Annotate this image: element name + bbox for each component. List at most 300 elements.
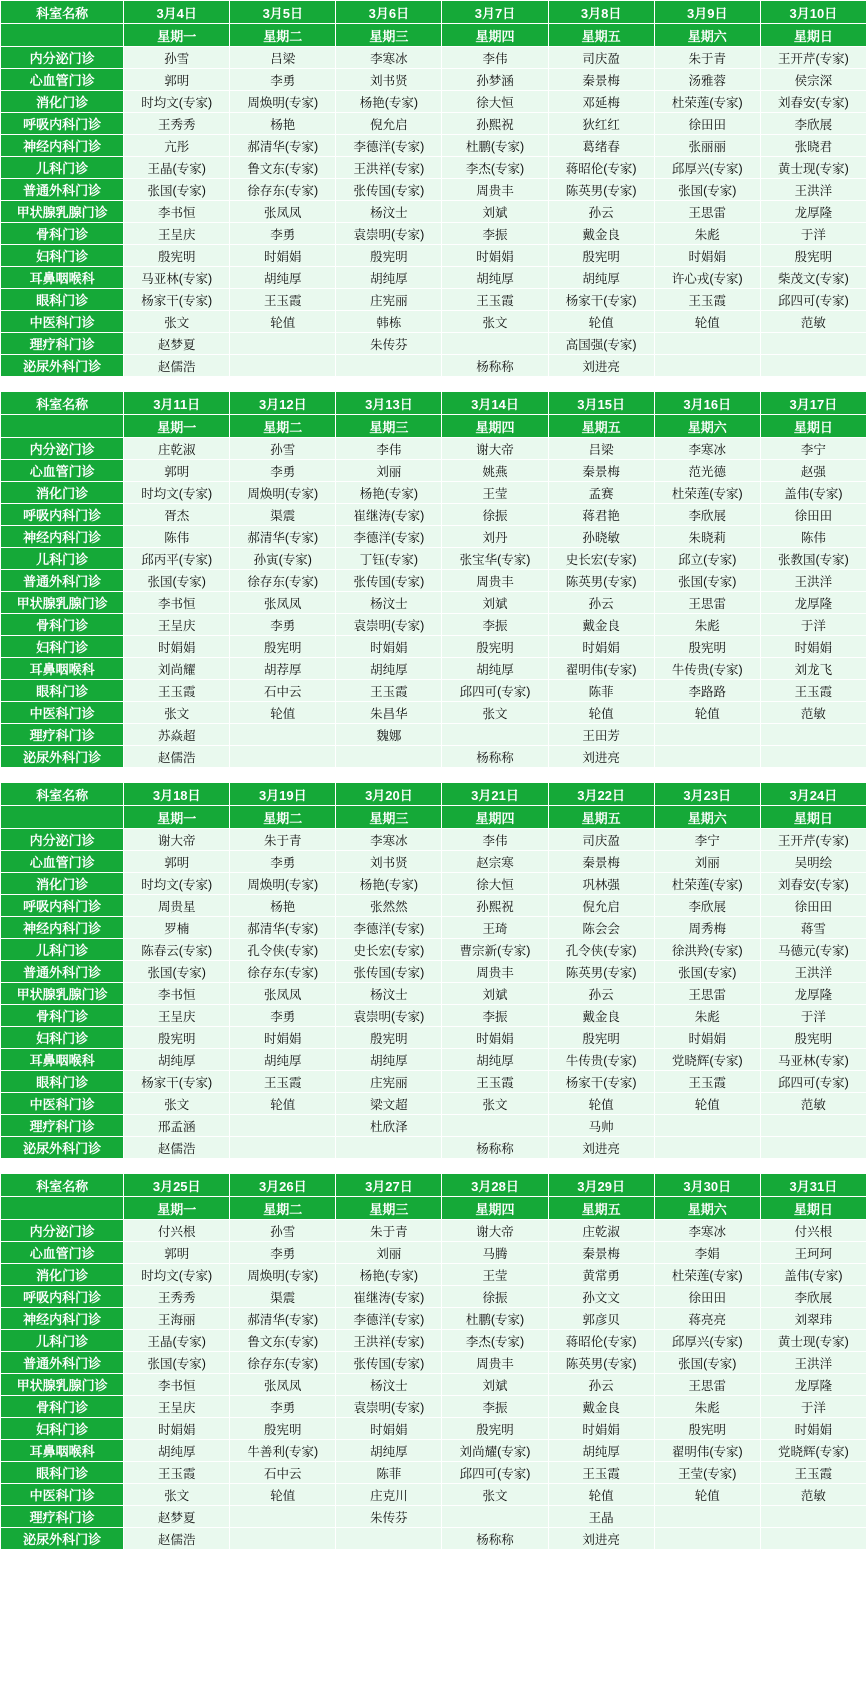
doctor-cell: 张文	[442, 1484, 548, 1506]
doctor-cell: 王玉霞	[654, 289, 760, 311]
doctor-cell: 孙雪	[230, 1220, 336, 1242]
doctor-cell: 轮值	[548, 1093, 654, 1115]
doctor-cell: 李德洋(专家)	[336, 917, 442, 939]
table-row	[1, 614, 867, 636]
doctor-cell: 杨汶士	[336, 1374, 442, 1396]
doctor-cell-empty	[760, 1528, 866, 1550]
doctor-cell: 党晓辉(专家)	[654, 1049, 760, 1071]
table-row	[1, 1049, 867, 1071]
doctor-cell: 王晶	[548, 1506, 654, 1528]
doctor-cell: 周贵星	[124, 895, 230, 917]
doctor-cell: 张国(专家)	[654, 1352, 760, 1374]
table-row	[1, 1396, 867, 1418]
doctor-cell: 徐存东(专家)	[230, 570, 336, 592]
doctor-cell-empty	[654, 1137, 760, 1159]
doctor-cell: 李宁	[654, 829, 760, 851]
doctor-cell: 邱四可(专家)	[760, 289, 866, 311]
doctor-cell: 时娟娟	[548, 1418, 654, 1440]
doctor-cell: 时娟娟	[230, 245, 336, 267]
date-header: 3月14日	[442, 392, 548, 415]
department-name: 耳鼻咽喉科	[1, 1049, 124, 1071]
doctor-cell: 司庆盈	[548, 829, 654, 851]
doctor-cell: 张晓君	[760, 135, 866, 157]
doctor-cell: 范敏	[760, 702, 866, 724]
doctor-cell-empty	[760, 1115, 866, 1137]
date-header: 3月15日	[548, 392, 654, 415]
doctor-cell: 徐田田	[654, 1286, 760, 1308]
table-row	[1, 438, 867, 460]
doctor-cell: 时娟娟	[654, 245, 760, 267]
doctor-cell: 崔继涛(专家)	[336, 1286, 442, 1308]
weekday-header: 星期日	[760, 806, 866, 829]
doctor-cell: 李伟	[442, 829, 548, 851]
doctor-cell: 朱于青	[654, 47, 760, 69]
doctor-cell: 刘进亮	[548, 1137, 654, 1159]
doctor-cell-empty	[230, 333, 336, 355]
doctor-cell: 史长宏(专家)	[548, 548, 654, 570]
doctor-cell: 张丽丽	[654, 135, 760, 157]
doctor-cell: 胡纯厚	[336, 267, 442, 289]
doctor-cell: 杨家干(专家)	[548, 289, 654, 311]
doctor-cell: 柴茂文(专家)	[760, 267, 866, 289]
doctor-cell-empty	[654, 1528, 760, 1550]
table-row	[1, 570, 867, 592]
schedule-table	[0, 391, 867, 768]
doctor-cell: 轮值	[654, 1484, 760, 1506]
doctor-cell: 袁崇明(专家)	[336, 1396, 442, 1418]
weekday-header: 星期二	[230, 1197, 336, 1220]
table-row	[1, 702, 867, 724]
doctor-cell: 秦景梅	[548, 69, 654, 91]
doctor-cell: 龙厚隆	[760, 1374, 866, 1396]
doctor-cell: 轮值	[230, 702, 336, 724]
doctor-cell: 渠震	[230, 1286, 336, 1308]
doctor-cell: 胡纯厚	[336, 1440, 442, 1462]
doctor-cell: 孙云	[548, 592, 654, 614]
doctor-cell: 郝清华(专家)	[230, 917, 336, 939]
doctor-cell: 郭明	[124, 460, 230, 482]
doctor-cell: 时娟娟	[336, 636, 442, 658]
doctor-cell: 孙文文	[548, 1286, 654, 1308]
table-row	[1, 91, 867, 113]
department-name: 眼科门诊	[1, 680, 124, 702]
doctor-cell: 李伟	[336, 438, 442, 460]
doctor-cell: 李寒冰	[336, 47, 442, 69]
doctor-cell: 王晶(专家)	[124, 1330, 230, 1352]
doctor-cell: 渠震	[230, 504, 336, 526]
header-row-dates	[1, 392, 867, 415]
date-header: 3月19日	[230, 783, 336, 806]
header-row-dates	[1, 1174, 867, 1197]
table-row	[1, 636, 867, 658]
department-name: 中医科门诊	[1, 1093, 124, 1115]
doctor-cell: 张传国(专家)	[336, 570, 442, 592]
doctor-cell: 孙雪	[124, 47, 230, 69]
table-row	[1, 1506, 867, 1528]
doctor-cell: 侯宗深	[760, 69, 866, 91]
doctor-cell-empty	[760, 1137, 866, 1159]
doctor-cell: 马亚林(专家)	[760, 1049, 866, 1071]
weekday-header: 星期三	[336, 415, 442, 438]
table-row	[1, 289, 867, 311]
doctor-cell-empty	[336, 355, 442, 377]
table-row	[1, 1093, 867, 1115]
doctor-cell: 杨汶士	[336, 983, 442, 1005]
doctor-cell: 时娟娟	[336, 1418, 442, 1440]
doctor-cell: 时娟娟	[124, 636, 230, 658]
doctor-cell: 轮值	[654, 1093, 760, 1115]
department-name: 呼吸内科门诊	[1, 895, 124, 917]
doctor-cell: 王开芹(专家)	[760, 829, 866, 851]
doctor-cell: 殷宪明	[760, 1027, 866, 1049]
doctor-cell: 黄常勇	[548, 1264, 654, 1286]
table-row	[1, 504, 867, 526]
department-name: 消化门诊	[1, 1264, 124, 1286]
schedule-table	[0, 782, 867, 1159]
doctor-cell: 范敏	[760, 1484, 866, 1506]
doctor-cell: 苏焱超	[124, 724, 230, 746]
department-name: 理疗科门诊	[1, 333, 124, 355]
department-name: 眼科门诊	[1, 1071, 124, 1093]
doctor-cell: 张凤凤	[230, 201, 336, 223]
doctor-cell: 李书恒	[124, 201, 230, 223]
doctor-cell: 王开芹(专家)	[760, 47, 866, 69]
doctor-cell: 朱晓莉	[654, 526, 760, 548]
doctor-cell: 孙熙祝	[442, 113, 548, 135]
doctor-cell: 杨称称	[442, 1528, 548, 1550]
department-name: 内分泌门诊	[1, 438, 124, 460]
doctor-cell: 赵儒浩	[124, 1137, 230, 1159]
doctor-cell-empty	[654, 724, 760, 746]
doctor-cell: 殷宪明	[760, 245, 866, 267]
doctor-cell: 牛善利(专家)	[230, 1440, 336, 1462]
doctor-cell-empty	[760, 724, 866, 746]
doctor-cell: 鲁文东(专家)	[230, 157, 336, 179]
doctor-cell: 王玉霞	[442, 1071, 548, 1093]
doctor-cell-empty	[230, 1506, 336, 1528]
week-block	[0, 1173, 867, 1550]
doctor-cell: 韩栋	[336, 311, 442, 333]
table-row	[1, 1440, 867, 1462]
doctor-cell: 范光德	[654, 460, 760, 482]
doctor-cell: 徐大恒	[442, 91, 548, 113]
doctor-cell: 于洋	[760, 1005, 866, 1027]
doctor-cell: 于洋	[760, 614, 866, 636]
weekday-header: 星期二	[230, 806, 336, 829]
department-name: 普通外科门诊	[1, 1352, 124, 1374]
weekday-header: 星期五	[548, 24, 654, 47]
doctor-cell: 秦景梅	[548, 851, 654, 873]
doctor-cell: 李勇	[230, 1242, 336, 1264]
doctor-cell: 张传国(专家)	[336, 961, 442, 983]
table-row	[1, 548, 867, 570]
weekday-header: 星期三	[336, 24, 442, 47]
doctor-cell: 时均文(专家)	[124, 873, 230, 895]
doctor-cell: 殷宪明	[230, 1418, 336, 1440]
doctor-cell: 刘龙飞	[760, 658, 866, 680]
doctor-cell: 杜荣莲(专家)	[654, 482, 760, 504]
doctor-cell: 徐大恒	[442, 873, 548, 895]
doctor-cell: 周焕明(专家)	[230, 91, 336, 113]
doctor-cell: 时均文(专家)	[124, 91, 230, 113]
date-header: 3月7日	[442, 1, 548, 24]
doctor-cell: 李德洋(专家)	[336, 1308, 442, 1330]
department-name: 泌尿外科门诊	[1, 1528, 124, 1550]
department-name: 眼科门诊	[1, 1462, 124, 1484]
doctor-cell: 轮值	[548, 311, 654, 333]
doctor-cell: 邱四可(专家)	[442, 1462, 548, 1484]
doctor-cell: 孙晓敏	[548, 526, 654, 548]
doctor-cell: 李勇	[230, 69, 336, 91]
department-name: 神经内科门诊	[1, 135, 124, 157]
doctor-cell: 徐存东(专家)	[230, 961, 336, 983]
doctor-cell: 龙厚隆	[760, 201, 866, 223]
date-header: 3月11日	[124, 392, 230, 415]
doctor-cell: 李德洋(专家)	[336, 526, 442, 548]
doctor-cell: 牛传贵(专家)	[654, 658, 760, 680]
doctor-cell: 王玉霞	[124, 680, 230, 702]
doctor-cell: 殷宪明	[654, 1418, 760, 1440]
doctor-cell-empty	[336, 1528, 442, 1550]
department-name: 心血管门诊	[1, 851, 124, 873]
doctor-cell: 徐存东(专家)	[230, 1352, 336, 1374]
doctor-cell: 石中云	[230, 1462, 336, 1484]
schedule-table	[0, 1173, 867, 1550]
doctor-cell: 马德元(专家)	[760, 939, 866, 961]
department-name: 内分泌门诊	[1, 829, 124, 851]
doctor-cell: 李寒冰	[336, 829, 442, 851]
doctor-cell: 刘进亮	[548, 355, 654, 377]
weekday-header: 星期五	[548, 1197, 654, 1220]
dept-column-header-spacer	[1, 24, 124, 47]
doctor-cell: 王琦	[442, 917, 548, 939]
doctor-cell: 王珂珂	[760, 1242, 866, 1264]
doctor-cell: 倪允启	[548, 895, 654, 917]
doctor-cell: 张然然	[336, 895, 442, 917]
doctor-cell: 李振	[442, 614, 548, 636]
doctor-cell: 郝清华(专家)	[230, 135, 336, 157]
doctor-cell: 周贵丰	[442, 570, 548, 592]
doctor-cell: 殷宪明	[548, 1027, 654, 1049]
doctor-cell: 孙云	[548, 1374, 654, 1396]
doctor-cell: 李寒冰	[654, 1220, 760, 1242]
doctor-cell: 杜荣莲(专家)	[654, 873, 760, 895]
doctor-cell: 秦景梅	[548, 460, 654, 482]
doctor-cell: 孙云	[548, 983, 654, 1005]
doctor-cell: 蒋雪	[760, 917, 866, 939]
department-name: 普通外科门诊	[1, 570, 124, 592]
department-name: 中医科门诊	[1, 702, 124, 724]
department-name: 普通外科门诊	[1, 961, 124, 983]
doctor-cell: 龙厚隆	[760, 592, 866, 614]
doctor-cell: 史长宏(专家)	[336, 939, 442, 961]
doctor-cell: 胥杰	[124, 504, 230, 526]
doctor-cell: 时娟娟	[124, 1418, 230, 1440]
doctor-cell: 付兴根	[760, 1220, 866, 1242]
doctor-cell-empty	[760, 1506, 866, 1528]
doctor-cell: 王莹	[442, 482, 548, 504]
doctor-cell-empty	[654, 333, 760, 355]
doctor-cell: 孙梦涵	[442, 69, 548, 91]
doctor-cell: 王呈庆	[124, 1396, 230, 1418]
department-name: 中医科门诊	[1, 1484, 124, 1506]
doctor-cell: 杜鹏(专家)	[442, 135, 548, 157]
header-row-weekdays	[1, 24, 867, 47]
doctor-cell-empty	[230, 724, 336, 746]
doctor-cell: 王玉霞	[442, 289, 548, 311]
doctor-cell: 张国(专家)	[124, 961, 230, 983]
doctor-cell: 赵梦夏	[124, 333, 230, 355]
weekday-header: 星期一	[124, 24, 230, 47]
department-name: 内分泌门诊	[1, 1220, 124, 1242]
doctor-cell: 殷宪明	[654, 636, 760, 658]
department-name: 心血管门诊	[1, 1242, 124, 1264]
doctor-cell: 轮值	[654, 702, 760, 724]
doctor-cell: 张凤凤	[230, 1374, 336, 1396]
doctor-cell: 赵儒浩	[124, 355, 230, 377]
date-header: 3月26日	[230, 1174, 336, 1197]
doctor-cell-empty	[336, 746, 442, 768]
doctor-cell: 蒋昭伦(专家)	[548, 1330, 654, 1352]
doctor-cell-empty	[442, 1115, 548, 1137]
doctor-cell: 郝清华(专家)	[230, 526, 336, 548]
doctor-cell: 杨艳(专家)	[336, 873, 442, 895]
department-name: 眼科门诊	[1, 289, 124, 311]
table-row	[1, 135, 867, 157]
date-header: 3月25日	[124, 1174, 230, 1197]
doctor-cell: 杨家干(专家)	[548, 1071, 654, 1093]
table-row	[1, 311, 867, 333]
doctor-cell: 李振	[442, 223, 548, 245]
doctor-cell: 吕梁	[548, 438, 654, 460]
doctor-cell: 蒋君艳	[548, 504, 654, 526]
department-name: 神经内科门诊	[1, 1308, 124, 1330]
doctor-cell: 张传国(专家)	[336, 179, 442, 201]
doctor-cell: 徐田田	[760, 504, 866, 526]
doctor-cell: 牛传贵(专家)	[548, 1049, 654, 1071]
table-row	[1, 851, 867, 873]
doctor-cell: 张国(专家)	[654, 570, 760, 592]
doctor-cell: 盖伟(专家)	[760, 482, 866, 504]
department-name: 泌尿外科门诊	[1, 746, 124, 768]
doctor-cell: 胡纯厚	[548, 1440, 654, 1462]
doctor-cell: 轮值	[230, 1484, 336, 1506]
department-name: 心血管门诊	[1, 69, 124, 91]
doctor-cell: 时均文(专家)	[124, 1264, 230, 1286]
doctor-cell: 轮值	[230, 311, 336, 333]
doctor-cell: 周贵丰	[442, 179, 548, 201]
doctor-cell: 刘春安(专家)	[760, 91, 866, 113]
table-row	[1, 939, 867, 961]
doctor-cell: 庄乾淑	[548, 1220, 654, 1242]
doctor-cell: 王玉霞	[336, 680, 442, 702]
doctor-cell: 刘丹	[442, 526, 548, 548]
doctor-cell: 孙云	[548, 201, 654, 223]
header-row-dates	[1, 783, 867, 806]
table-row	[1, 1071, 867, 1093]
week-block	[0, 782, 867, 1159]
doctor-cell: 倪允启	[336, 113, 442, 135]
doctor-cell: 袁崇明(专家)	[336, 223, 442, 245]
doctor-cell: 殷宪明	[442, 636, 548, 658]
doctor-cell: 袁崇明(专家)	[336, 614, 442, 636]
table-row	[1, 47, 867, 69]
doctor-cell: 胡纯厚	[336, 1049, 442, 1071]
doctor-cell: 王玉霞	[124, 1462, 230, 1484]
date-header: 3月4日	[124, 1, 230, 24]
date-header: 3月21日	[442, 783, 548, 806]
doctor-cell: 朱彪	[654, 223, 760, 245]
header-row-weekdays	[1, 806, 867, 829]
doctor-cell: 王洪洋	[760, 961, 866, 983]
doctor-cell: 王洪洋	[760, 570, 866, 592]
department-name: 消化门诊	[1, 91, 124, 113]
doctor-cell: 李欣展	[654, 895, 760, 917]
header-row-weekdays	[1, 415, 867, 438]
department-name: 耳鼻咽喉科	[1, 658, 124, 680]
doctor-cell: 袁崇明(专家)	[336, 1005, 442, 1027]
doctor-cell: 赵儒浩	[124, 1528, 230, 1550]
doctor-cell: 许心戎(专家)	[654, 267, 760, 289]
department-name: 普通外科门诊	[1, 179, 124, 201]
dept-column-header-spacer	[1, 1197, 124, 1220]
doctor-cell-empty	[442, 333, 548, 355]
doctor-cell: 刘丽	[336, 460, 442, 482]
department-name: 理疗科门诊	[1, 1506, 124, 1528]
department-name: 消化门诊	[1, 873, 124, 895]
date-header: 3月17日	[760, 392, 866, 415]
doctor-cell-empty	[230, 1528, 336, 1550]
doctor-cell: 邓延梅	[548, 91, 654, 113]
doctor-cell: 张教国(专家)	[760, 548, 866, 570]
date-header: 3月23日	[654, 783, 760, 806]
doctor-cell: 时娟娟	[548, 636, 654, 658]
department-name: 心血管门诊	[1, 460, 124, 482]
doctor-cell: 邢孟涵	[124, 1115, 230, 1137]
department-name: 儿科门诊	[1, 157, 124, 179]
weekday-header: 星期一	[124, 806, 230, 829]
doctor-cell: 马腾	[442, 1242, 548, 1264]
doctor-cell: 杨艳(专家)	[336, 1264, 442, 1286]
week-block	[0, 391, 867, 768]
doctor-cell: 庄克川	[336, 1484, 442, 1506]
doctor-cell: 马帅	[548, 1115, 654, 1137]
doctor-cell: 徐洪羚(专家)	[654, 939, 760, 961]
table-row	[1, 1418, 867, 1440]
doctor-cell: 魏娜	[336, 724, 442, 746]
weekday-header: 星期三	[336, 806, 442, 829]
weekday-header: 星期日	[760, 24, 866, 47]
table-row	[1, 1374, 867, 1396]
weekday-header: 星期四	[442, 415, 548, 438]
doctor-cell: 谢大帝	[442, 1220, 548, 1242]
doctor-cell: 杨汶士	[336, 592, 442, 614]
table-row	[1, 592, 867, 614]
table-row	[1, 355, 867, 377]
doctor-cell: 高国强(专家)	[548, 333, 654, 355]
doctor-cell-empty	[760, 333, 866, 355]
department-name: 甲状腺乳腺门诊	[1, 983, 124, 1005]
doctor-cell: 盖伟(专家)	[760, 1264, 866, 1286]
date-header: 3月30日	[654, 1174, 760, 1197]
table-row	[1, 460, 867, 482]
doctor-cell: 黄士现(专家)	[760, 1330, 866, 1352]
week-block	[0, 0, 867, 377]
department-name: 妇科门诊	[1, 245, 124, 267]
doctor-cell: 张国(专家)	[654, 961, 760, 983]
doctor-cell: 李勇	[230, 614, 336, 636]
doctor-cell: 时娟娟	[442, 1027, 548, 1049]
